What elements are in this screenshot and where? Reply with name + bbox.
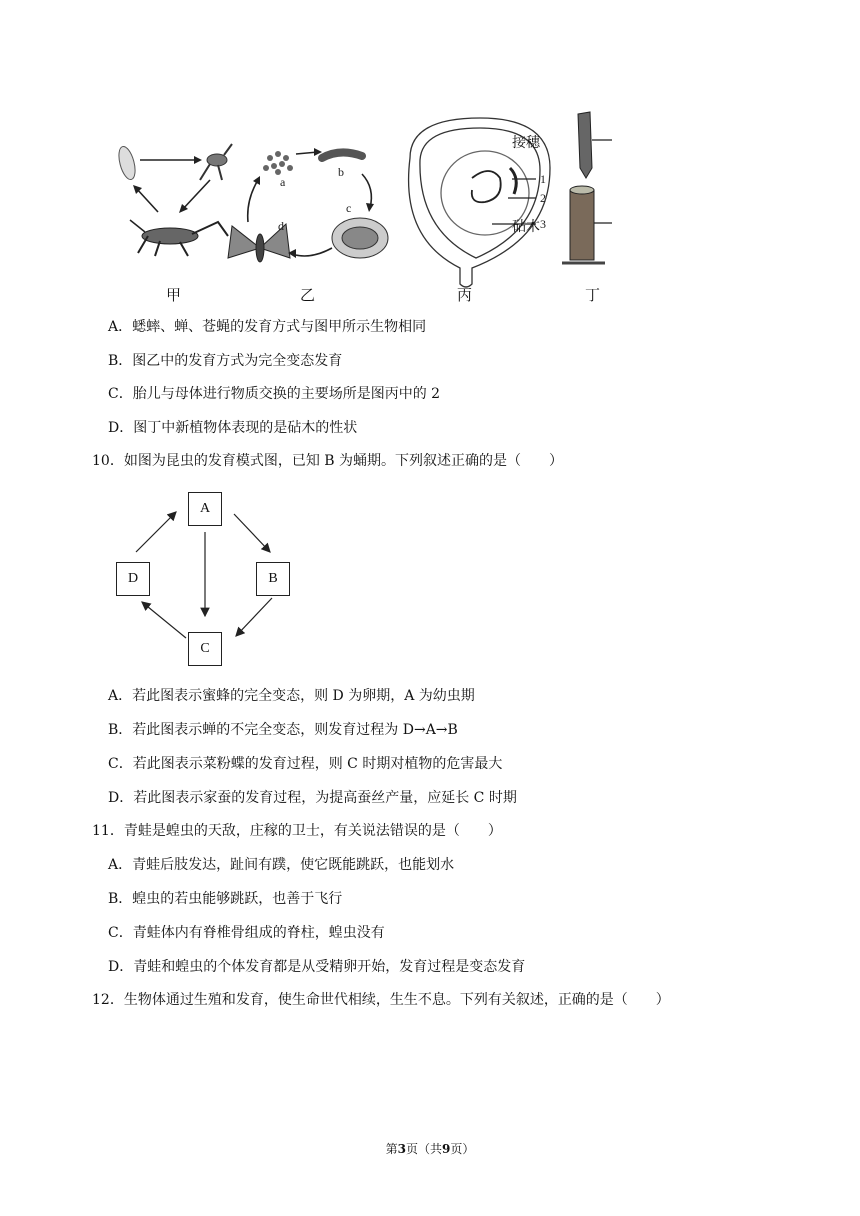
q11-stem: 11．青蛙是蝗虫的天敌，庄稼的卫士，有关说法错误的是（ ） <box>92 823 502 839</box>
stage-label-d: d <box>278 219 284 233</box>
q10-option-c: C．若此图表示菜粉蝶的发育过程，则 C 时期对植物的危害最大 <box>108 756 503 772</box>
uterus-label-2: 2 <box>540 191 546 205</box>
graft-label-rootstock: 砧木 <box>512 219 540 235</box>
footer-page-number: 3 <box>397 1142 406 1156</box>
uterus-label-1: 1 <box>540 172 546 186</box>
q10-option-a: A．若此图表示蜜蜂的完全变态，则 D 为卵期，A 为幼虫期 <box>108 688 475 704</box>
q9-option-c: C．胎儿与母体进行物质交换的主要场所是图丙中的 2 <box>108 386 441 402</box>
q10-option-d: D．若此图表示家蚕的发育过程，为提高蚕丝产量，应延长 C 时期 <box>108 790 517 806</box>
q10-option-b: B．若此图表示蝉的不完全变态，则发育过程为 D→A→B <box>108 722 458 738</box>
figure-label-ding: 丁 <box>585 286 601 304</box>
stage-box-a: A <box>188 492 222 526</box>
graft-label-scion: 接穗 <box>512 135 540 151</box>
q12-stem: 12．生物体通过生殖和发育，使生命世代相续，生生不息。下列有关叙述，正确的是（ ） <box>92 992 670 1008</box>
stage-label-a: a <box>280 175 286 189</box>
footer-suffix: 页） <box>450 1142 475 1156</box>
figure-ding-grafting <box>562 112 612 263</box>
q11-option-d: D．青蛙和蝗虫的个体发育都是从受精卵开始，发育过程是变态发育 <box>108 959 526 975</box>
q11-option-c: C．青蛙体内有脊椎骨组成的脊柱，蝗虫没有 <box>108 925 385 941</box>
footer-middle: 页（共 <box>405 1142 442 1156</box>
q10-cycle-diagram <box>110 488 300 670</box>
stage-box-b: B <box>256 562 290 596</box>
figure-yi-cycle <box>228 148 388 262</box>
q9-option-b: B．图乙中的发育方式为完全变态发育 <box>108 353 343 369</box>
footer-total-pages: 9 <box>442 1142 451 1156</box>
q11-option-b: B．蝗虫的若虫能够跳跃，也善于飞行 <box>108 891 343 907</box>
page-footer <box>0 1140 860 1157</box>
stage-box-d: D <box>116 562 150 596</box>
figure-row <box>100 108 680 308</box>
figure-label-jia: 甲 <box>166 286 182 304</box>
figure-jia-cycle <box>116 144 232 256</box>
stage-box-c: C <box>188 632 222 666</box>
figure-label-bing: 丙 <box>457 286 473 304</box>
q11-option-a: A．青蛙后肢发达，趾间有蹼，使它既能跳跃，也能划水 <box>108 857 455 873</box>
q9-option-d: D．图丁中新植物体表现的是砧木的性状 <box>108 420 358 436</box>
stage-label-c: c <box>346 201 352 215</box>
uterus-label-3: 3 <box>540 217 546 231</box>
stage-label-b: b <box>338 165 344 179</box>
q9-option-a: A．蟋蟀、蝉、苍蝇的发育方式与图甲所示生物相同 <box>108 319 427 335</box>
q10-stem: 10．如图为昆虫的发育模式图，已知 B 为蛹期。下列叙述正确的是（ ） <box>92 453 564 469</box>
figures-svg <box>100 108 680 308</box>
footer-prefix: 第 <box>385 1142 398 1156</box>
figure-label-yi: 乙 <box>300 286 316 304</box>
